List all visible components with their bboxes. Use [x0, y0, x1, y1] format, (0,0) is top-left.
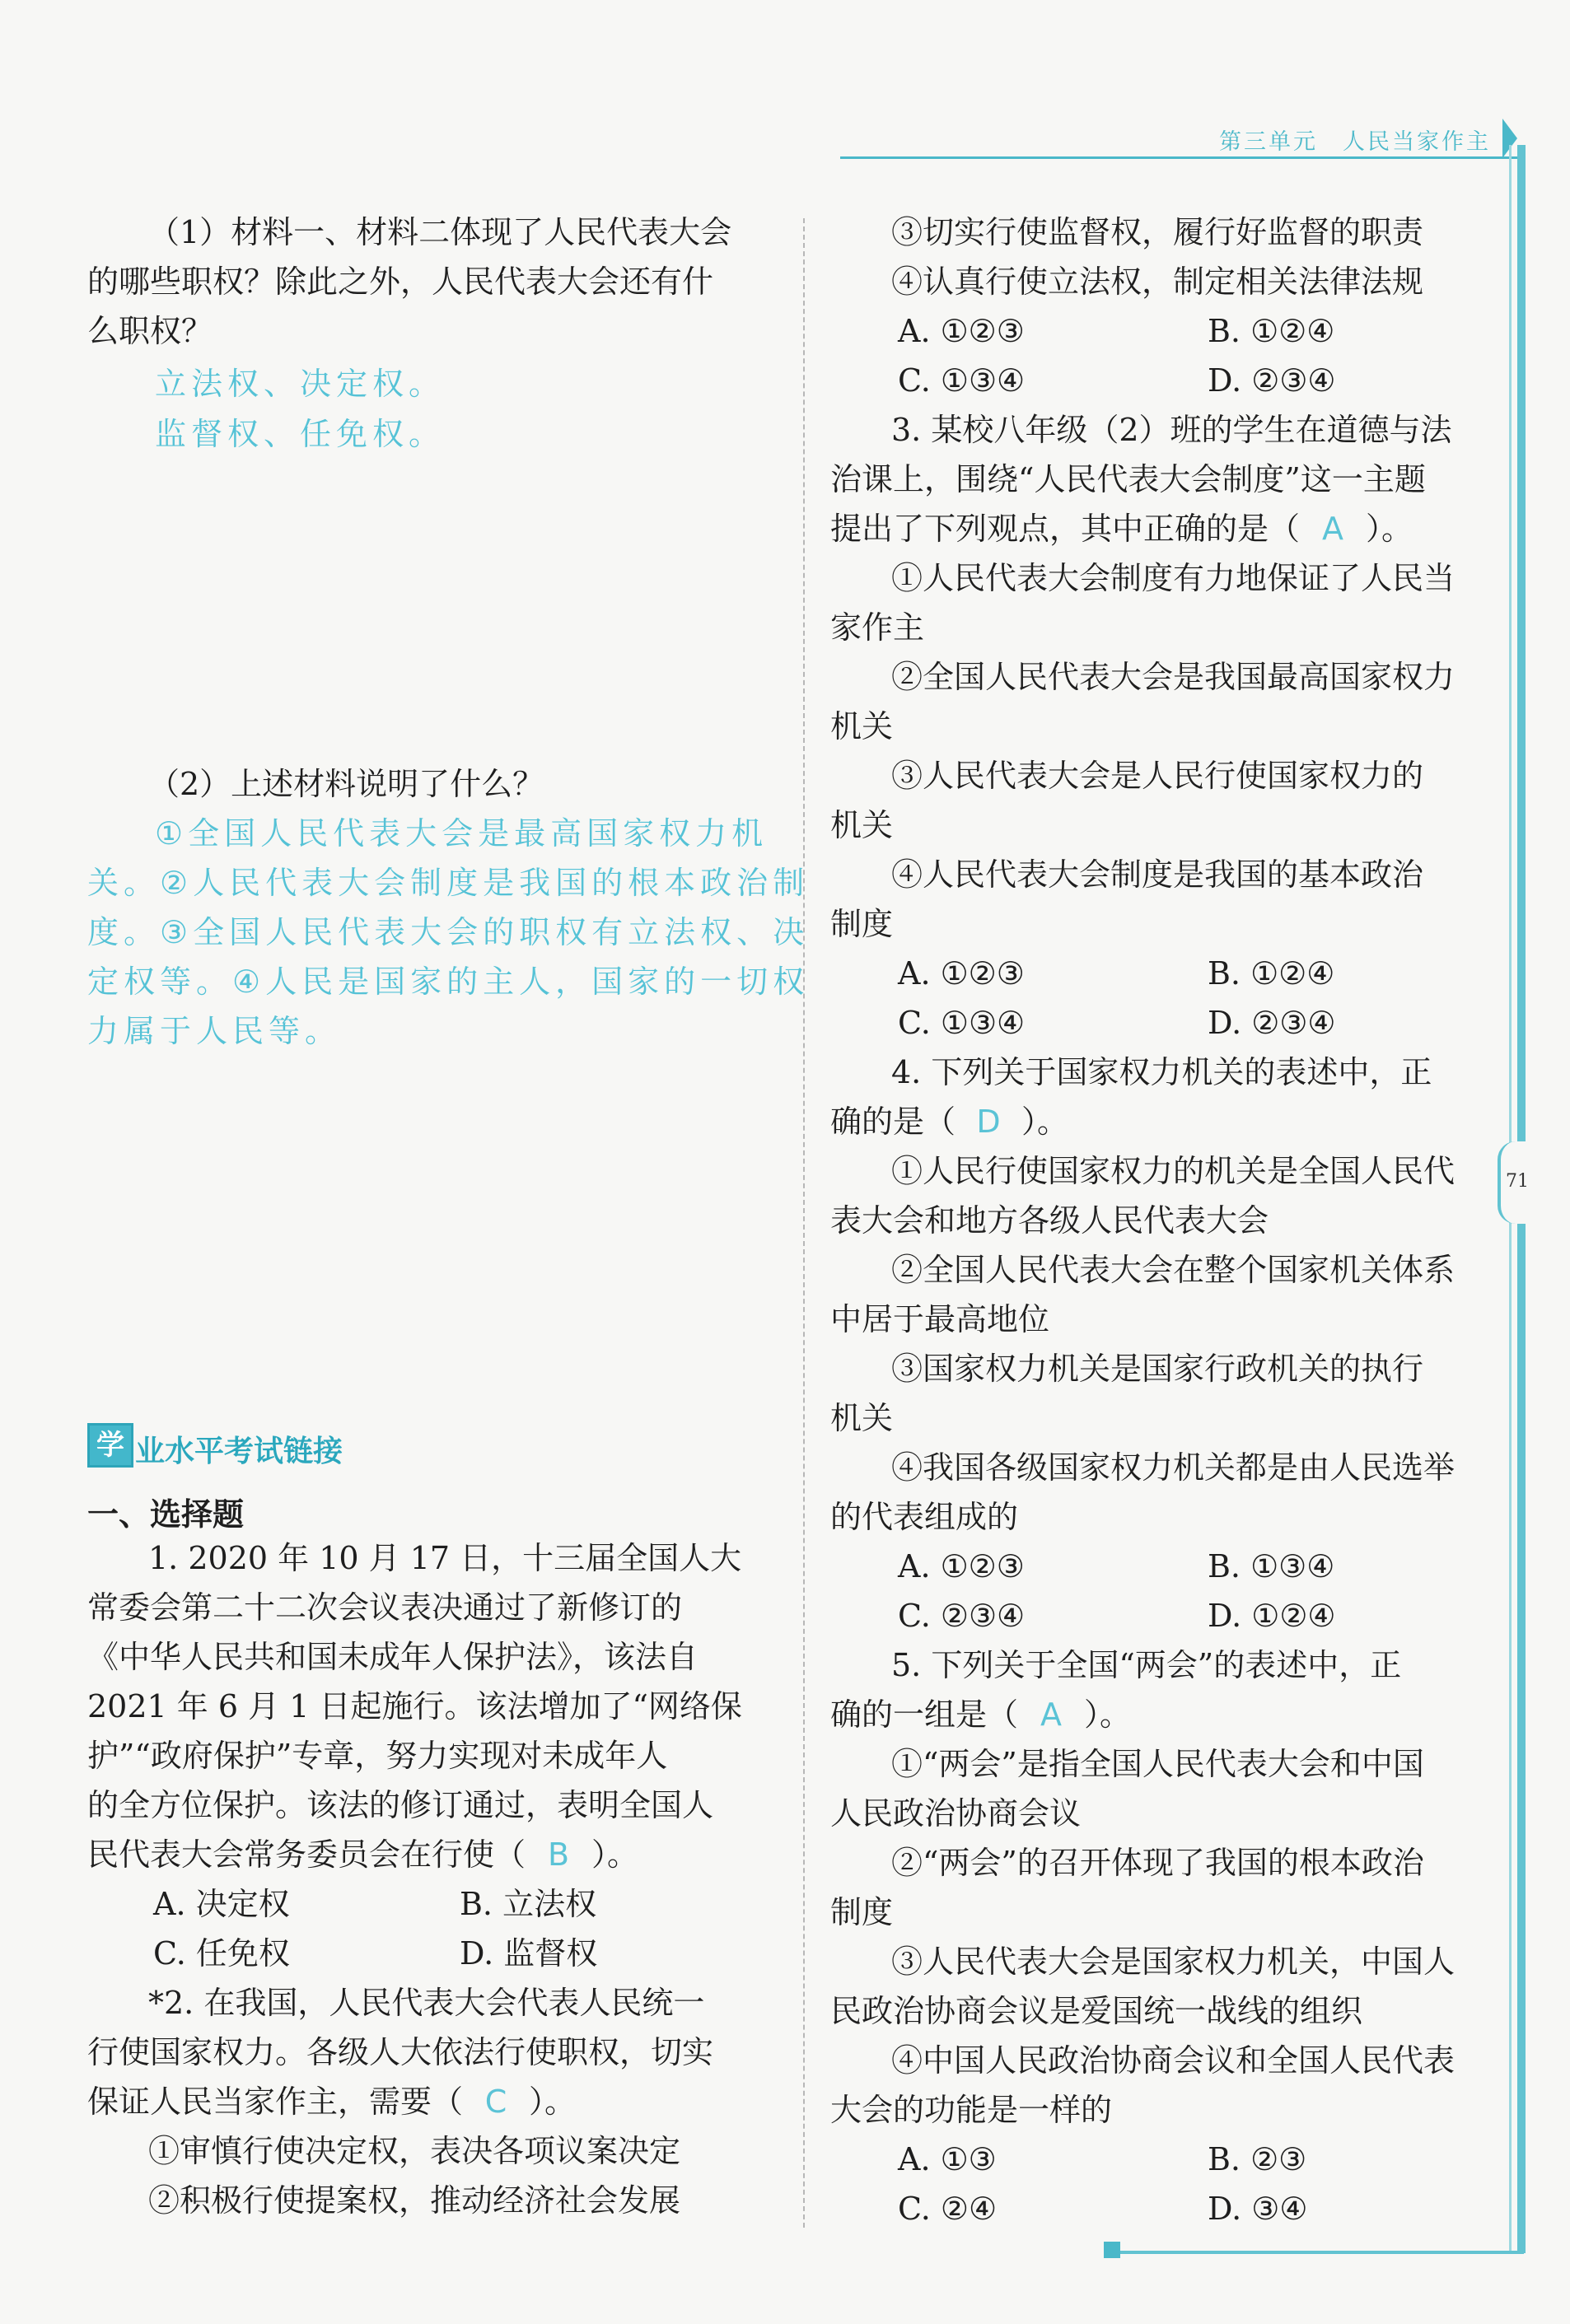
q1-line: 么职权？: [87, 313, 213, 349]
mc4-item: ④我国各级国家权力机关都是由人民选举: [891, 1449, 1456, 1486]
mc4-item: 中居于最高地位: [830, 1301, 1050, 1337]
mc4-item: 的代表组成的: [830, 1499, 1019, 1535]
mc1-line: [87, 1836, 639, 1873]
mc2-line: *2. 在我国，人民代表大会代表人民统一: [148, 1985, 705, 2021]
mc3-option: A. ①②③: [898, 955, 1025, 992]
q2-answer: 关。②人民代表大会制度是我国的根本政治制: [87, 865, 810, 901]
mc5-item: 大会的功能是一样的: [830, 2092, 1113, 2128]
mc3-prefix: 提出了下列观点，其中正确的是（: [830, 511, 1301, 547]
section-badge: 学: [87, 1423, 133, 1468]
mc4-answer: D: [976, 1104, 1001, 1140]
q2-line: （2）上述材料说明了什么？: [148, 766, 544, 802]
q1-answer: 监督权、任免权。: [155, 416, 446, 452]
mc2-prefix: 保证人民当家作主，需要（: [87, 2084, 464, 2120]
mc5-line: 5. 下列关于全国“两会”的表述中，正: [891, 1647, 1402, 1683]
mc5-suffix: ）。: [1084, 1696, 1132, 1733]
mc5-item: 制度: [830, 1894, 894, 1930]
mc5-item: ③人民代表大会是国家权力机关，中国人: [891, 1944, 1456, 1980]
mc4-item: ③国家权力机关是国家行政机关的执行: [891, 1351, 1424, 1387]
mc5-option: C. ②④: [898, 2191, 998, 2227]
q1-line: （1）材料一、材料二体现了人民代表大会: [148, 214, 732, 250]
mc3-line: 3. 某校八年级（2）班的学生在道德与法: [891, 412, 1452, 448]
mc5-option: B. ②③: [1208, 2141, 1307, 2177]
q1-answer: 立法权、决定权。: [155, 366, 446, 402]
mc2-option: A. ①②③: [898, 313, 1025, 349]
section-heading: 一、选择题: [87, 1496, 245, 1533]
mc1-line: 2021 年 6 月 1 日起施行。该法增加了“网络保: [87, 1688, 742, 1724]
column-divider: [803, 218, 805, 2228]
mc4-prefix: 确的是（: [830, 1104, 956, 1140]
section-title: 业水平考试链接: [135, 1435, 343, 1468]
mc3-option: C. ①③④: [898, 1005, 1026, 1041]
q2-answer: 度。③全国人民代表大会的职权有立法权、决: [87, 914, 810, 950]
mc1-line: 常委会第二十二次会议表决通过了新修订的: [87, 1589, 683, 1626]
mc5-answer: A: [1040, 1696, 1063, 1733]
mc1-line: 护”“政府保护”专章，努力实现对未成年人: [87, 1738, 668, 1774]
mc1-option: A. 决定权: [153, 1886, 290, 1922]
header-rule: [840, 156, 1517, 159]
mc4-item: 机关: [830, 1400, 894, 1436]
mc3-suffix: ）。: [1366, 511, 1413, 547]
q2-answer: ①全国人民代表大会是最高国家权力机: [155, 815, 769, 852]
mc3-item: 机关: [830, 708, 894, 744]
mc3-item: 家作主: [830, 609, 925, 646]
mc1-option: C. 任免权: [153, 1935, 290, 1972]
page-number: 71: [1506, 1171, 1529, 1192]
mc2-option: D. ②③④: [1208, 362, 1336, 399]
mc3-line: [830, 511, 1413, 547]
mc5-line: [830, 1696, 1132, 1733]
mc5-option: A. ①③: [898, 2141, 997, 2177]
mc4-line: [830, 1104, 1069, 1140]
footer-rule: [1116, 2251, 1524, 2254]
mc3-item: ②全国人民代表大会是我国最高国家权力: [891, 659, 1456, 695]
mc4-suffix: ）。: [1021, 1104, 1069, 1140]
mc5-item: 人民政治协商会议: [830, 1795, 1082, 1832]
mc1-line: 《中华人民共和国未成年人保护法》，该法自: [87, 1639, 699, 1675]
mc4-option: A. ①②③: [898, 1548, 1025, 1584]
mc3-answer: A: [1322, 511, 1344, 547]
mc1-option: D. 监督权: [460, 1935, 598, 1972]
mc5-item: 民政治协商会议是爱国统一战线的组织: [830, 1993, 1363, 2029]
mc3-item: ③人民代表大会是人民行使国家权力的: [891, 758, 1424, 794]
mc1-option: B. 立法权: [460, 1886, 597, 1922]
mc5-item: ④中国人民政治协商会议和全国人民代表: [891, 2042, 1456, 2079]
q1-line: 的哪些职权？除此之外，人民代表大会还有什: [87, 264, 714, 300]
mc2-item: ③切实行使监督权，履行好监督的职责: [891, 214, 1424, 250]
mc3-item: ①人民代表大会制度有力地保证了人民当: [891, 560, 1456, 596]
mc5-prefix: 确的一组是（: [830, 1696, 1019, 1733]
mc2-option: C. ①③④: [898, 362, 1026, 399]
mc1-line: 1. 2020 年 10 月 17 日，十三届全国人大: [148, 1540, 742, 1576]
mc2-item: ①审慎行使决定权，表决各项议案决定: [148, 2133, 681, 2169]
mc4-item: ②全国人民代表大会在整个国家机关体系: [891, 1252, 1456, 1288]
mc2-answer: C: [484, 2084, 507, 2120]
mc3-item: ④人民代表大会制度是我国的基本政治: [891, 856, 1424, 893]
mc1-suffix: ）。: [591, 1836, 639, 1873]
mc4-option: D. ①②④: [1208, 1598, 1336, 1634]
mc5-item: ②“两会”的召开体现了我国的根本政治: [891, 1845, 1424, 1881]
mc4-line: 4. 下列关于国家权力机关的表述中，正: [891, 1054, 1432, 1090]
mc1-prefix: 民代表大会常务委员会在行使（: [87, 1836, 526, 1873]
mc2-option: B. ①②④: [1208, 313, 1335, 349]
mc3-option: D. ②③④: [1208, 1005, 1336, 1041]
mc2-line: [87, 2084, 577, 2120]
mc2-suffix: ）。: [529, 2084, 577, 2120]
q2-answer: 定权等。④人民是国家的主人，国家的一切权: [87, 964, 810, 1000]
mc3-line: 治课上，围绕“人民代表大会制度”这一主题: [830, 461, 1426, 497]
mc3-item: 机关: [830, 807, 894, 843]
mc4-option: B. ①③④: [1208, 1548, 1335, 1584]
q2-answer: 力属于人民等。: [87, 1013, 342, 1049]
mc2-item: ④认真行使立法权，制定相关法律法规: [891, 264, 1424, 300]
mc1-line: 的全方位保护。该法的修订通过，表明全国人: [87, 1787, 714, 1823]
unit-header: 第三单元 人民当家作主: [1219, 129, 1491, 155]
mc5-option: D. ③④: [1208, 2191, 1308, 2227]
mc1-answer: B: [547, 1836, 570, 1873]
mc4-option: C. ②③④: [898, 1598, 1026, 1634]
mc2-item: ②积极行使提案权，推动经济社会发展: [148, 2182, 681, 2219]
mc3-option: B. ①②④: [1208, 955, 1335, 992]
mc4-item: 表大会和地方各级人民代表大会: [830, 1202, 1269, 1239]
footer-square-icon: [1104, 2242, 1120, 2258]
mc2-line: 行使国家权力。各级人大依法行使职权，切实: [87, 2034, 714, 2070]
mc3-item: 制度: [830, 906, 894, 942]
mc4-item: ①人民行使国家权力的机关是全国人民代: [891, 1153, 1456, 1189]
mc5-item: ①“两会”是指全国人民代表大会和中国: [891, 1746, 1424, 1782]
